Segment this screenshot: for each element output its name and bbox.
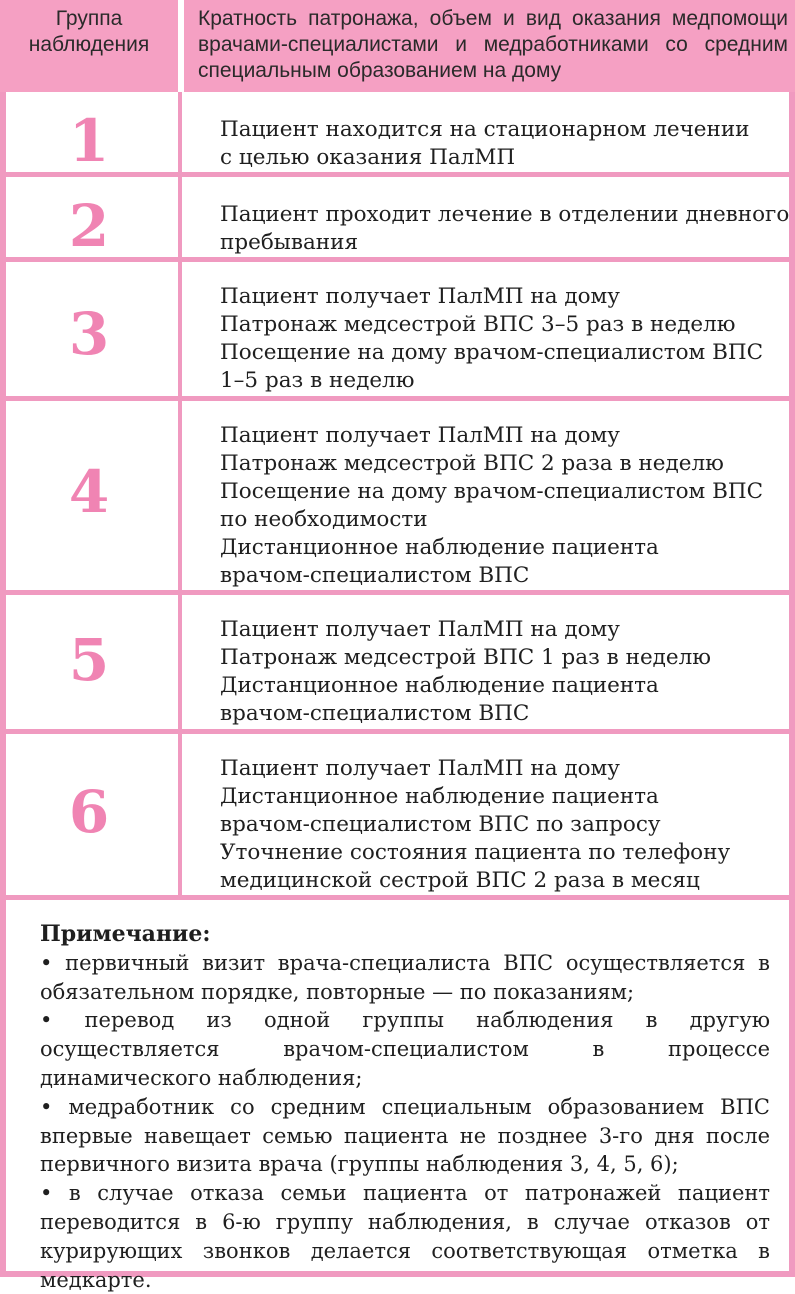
group-3-description	[220, 283, 785, 395]
note-item: • в случае отказа семьи пациента от патронажей пациент переводится в 6-ю группу наблюдения, в случае отказов от курирующих звонков делается соответствующая отметка в медкарте.	[40, 1181, 770, 1292]
header-group-column	[0, 0, 178, 92]
description-line: Пациент находится на стационарном лечении	[220, 117, 750, 142]
description-line: врачом-специалистом ВПС	[220, 701, 530, 726]
description-line: Пациент получает ПалМП на дому	[220, 284, 620, 309]
description-line: Посещение на дому врачом-специалистом ВПС	[220, 479, 764, 504]
row-divider	[0, 396, 795, 401]
group-number-5: 5	[68, 626, 110, 694]
description-line: Дистанционное наблюдение пациента	[220, 673, 659, 698]
description-line: Пациент получает ПалМП на дому	[220, 423, 620, 448]
description-line: Дистанционное наблюдение пациента	[220, 535, 659, 560]
description-line: 1–5 раз в неделю	[220, 368, 415, 393]
note-section	[40, 920, 770, 1294]
description-line: пребывания	[220, 230, 359, 255]
description-line: Патронаж медсестрой ВПС 1 раз в неделю	[220, 645, 712, 670]
description-line: Пациент получает ПалМП на дому	[220, 756, 620, 781]
description-line: врачом-специалистом ВПС по запросу	[220, 812, 661, 837]
header-group-label-line1: Группа	[55, 7, 123, 30]
note-item: • перевод из одной группы наблюдения в другую осуществляется врачом-специалистом в процессе динамического наблюдения;	[40, 1008, 770, 1090]
group-4-description	[220, 422, 785, 590]
group-2-description	[220, 201, 790, 257]
header-group-label-line2: наблюдения	[28, 33, 150, 56]
group-1-description	[220, 116, 785, 172]
table-header	[0, 0, 795, 92]
group-6-description	[220, 755, 785, 895]
column-divider	[178, 92, 182, 895]
group-number-6: 6	[68, 778, 110, 846]
description-line: Дистанционное наблюдение пациента	[220, 784, 659, 809]
note-item: • медработник со средним специальным образованием ВПС впервые навещает семью пациента не позднее 3-го дня после первичного визита врача (группы наблюдения 3, 4, 5, 6);	[40, 1094, 770, 1177]
group-number-2: 2	[68, 192, 110, 260]
row-divider	[0, 729, 795, 734]
description-line: медицинской сестрой ВПС 2 раза в месяц	[220, 868, 700, 893]
description-line: с целью оказания ПалМП	[220, 145, 516, 170]
description-line: Уточнение состояния пациента по телефону	[220, 840, 731, 865]
header-column-divider	[178, 0, 184, 92]
note-item: • первичный визит врача-специалиста ВПС осуществляется в обязательном порядке, повторные — по показаниям;	[40, 950, 770, 1004]
description-line: Патронаж медсестрой ВПС 2 раза в неделю	[220, 451, 724, 476]
description-line: Патронаж медсестрой ВПС 3–5 раз в неделю	[220, 312, 736, 337]
description-line: врачом-специалистом ВПС	[220, 563, 530, 588]
group-number-3: 3	[68, 300, 110, 368]
description-line: Посещение на дому врачом-специалистом ВПС	[220, 340, 764, 365]
note-title: Примечание:	[40, 921, 211, 947]
group-number-1: 1	[68, 107, 110, 175]
header-description-column: Кратность патронажа, объем и вид оказания медпомощи врачами-специалистами и медработниками со средним специальным образованием на дому	[198, 7, 788, 82]
group-number-4: 4	[68, 458, 110, 526]
row-divider	[0, 895, 795, 900]
group-5-description	[220, 616, 785, 728]
description-line: Пациент проходит лечение в отделении дневного	[220, 202, 790, 227]
description-line: по необходимости	[220, 507, 428, 532]
description-line: Пациент получает ПалМП на дому	[220, 617, 620, 642]
row-divider	[0, 590, 795, 595]
